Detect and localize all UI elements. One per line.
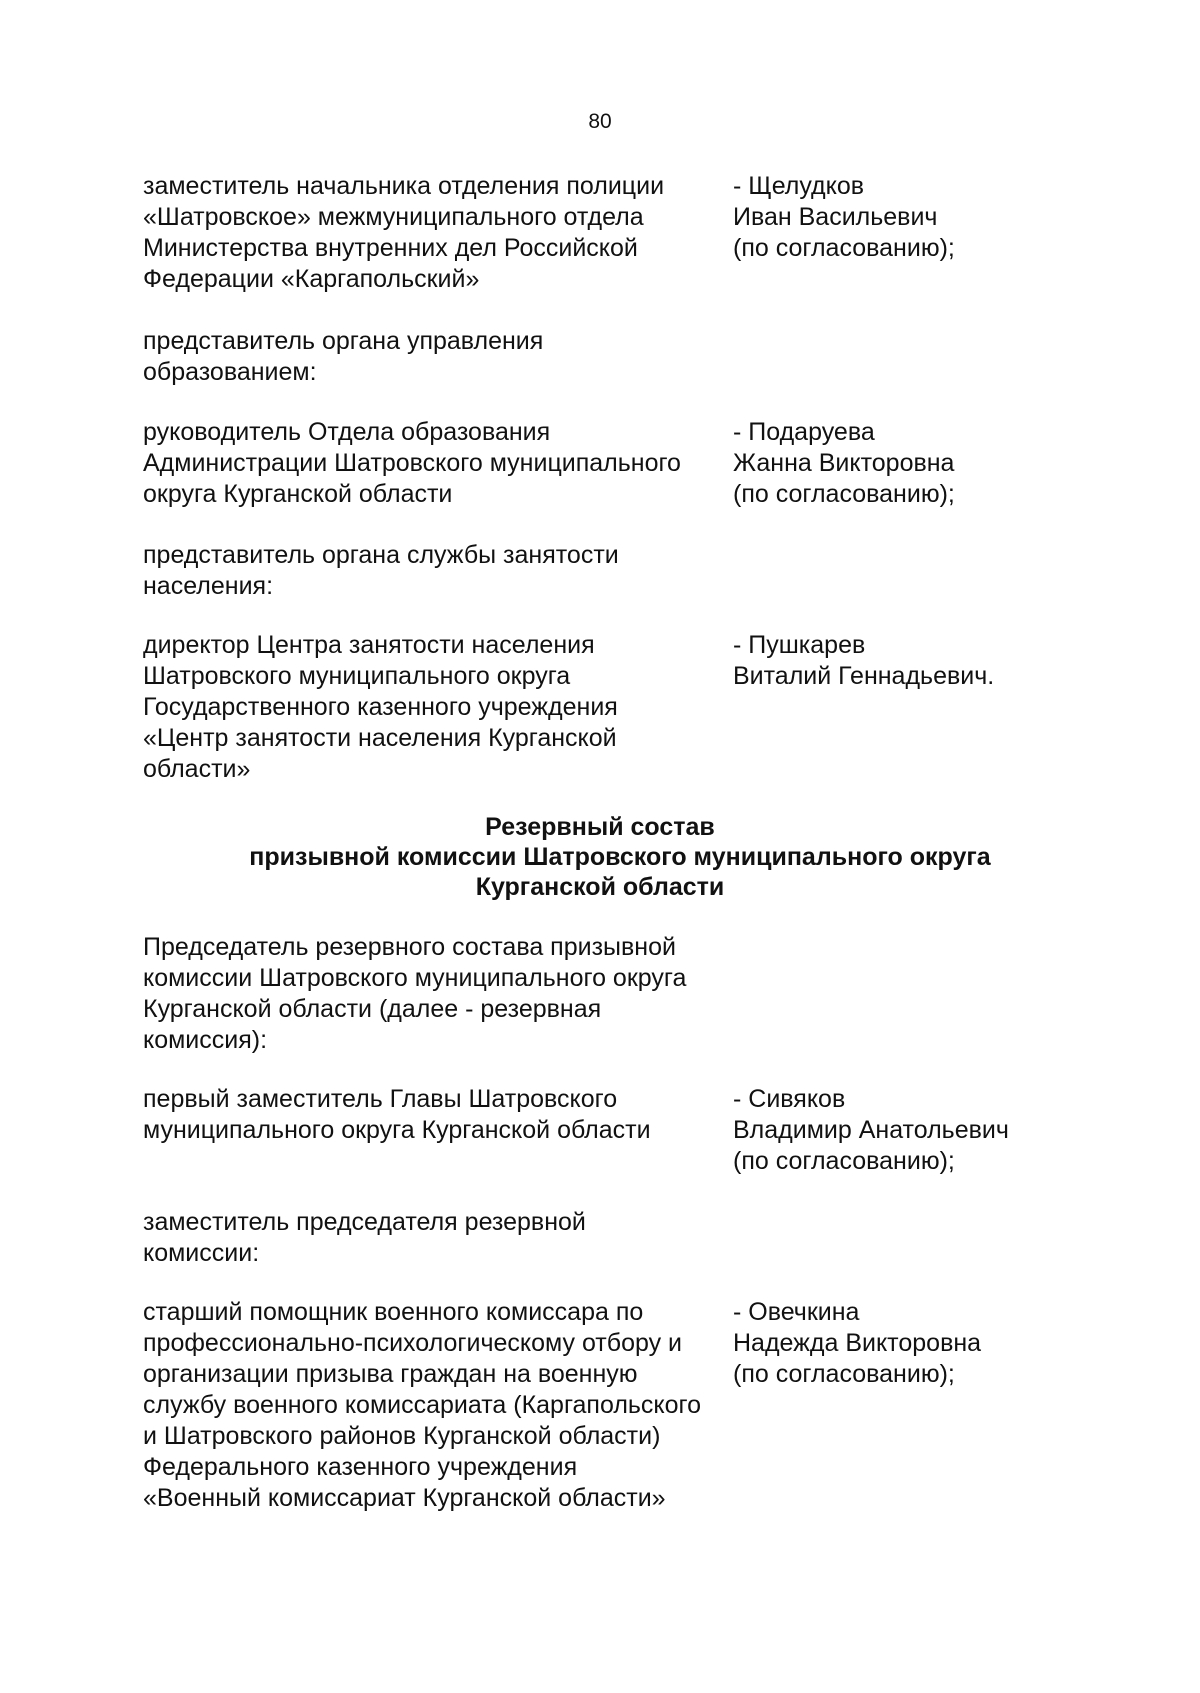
person-pushkarev: - Пушкарев Виталий Геннадьевич. <box>733 631 995 690</box>
position-police-deputy: заместитель начальника отделения полиции «Шатровское» межмуниципального отдела Министерства внутренних дел Российской Федерации «Каргапольский» <box>143 172 665 293</box>
position-first-deputy-head: первый заместитель Главы Шатровского муниципального округа Курганской области <box>143 1085 651 1144</box>
reserve-heading-line3: Курганской области <box>475 873 725 901</box>
category-reserve-chairman: Председатель резервного состава призывной комиссии Шатровского муниципального округа Курганской области (далее - резервная комиссия): <box>143 933 687 1054</box>
person-shcheludkov: - Щелудков Иван Васильевич (по согласованию); <box>733 172 955 262</box>
reserve-heading-line1: Резервный состав <box>485 813 715 841</box>
category-employment-representative: представитель органа службы занятости населения: <box>143 541 619 600</box>
person-sivyakov: - Сивяков Владимир Анатольевич (по согласованию); <box>733 1085 1009 1175</box>
reserve-heading <box>0 812 1200 902</box>
person-ovechkina: - Овечкина Надежда Викторовна (по согласованию); <box>733 1298 982 1388</box>
category-reserve-deputy-chairman: заместитель председателя резервной комиссии: <box>143 1208 586 1267</box>
position-education-head: руководитель Отдела образования Администрации Шатровского муниципального округа Курганской области <box>143 418 681 508</box>
position-employment-director: директор Центра занятости населения Шатровского муниципального округа Государственного казенного учреждения «Центр занятости населения Курганской области» <box>143 631 618 783</box>
page-number: 80 <box>588 110 612 133</box>
reserve-heading-line2: призывной комиссии Шатровского муниципального округа <box>249 843 991 871</box>
category-education-representative: представитель органа управления образованием: <box>143 327 544 386</box>
position-senior-assistant: старший помощник военного комиссара по профессионально-психологическому отбору и организации призыва граждан на военную службу военного комиссариата (Каргапольского и Шатровского районов Курганской области) Федерального казенного учреждения «Военный комиссариат Курганской области» <box>143 1298 702 1512</box>
person-podarueva: - Подаруева Жанна Викторовна (по согласованию); <box>733 418 955 508</box>
